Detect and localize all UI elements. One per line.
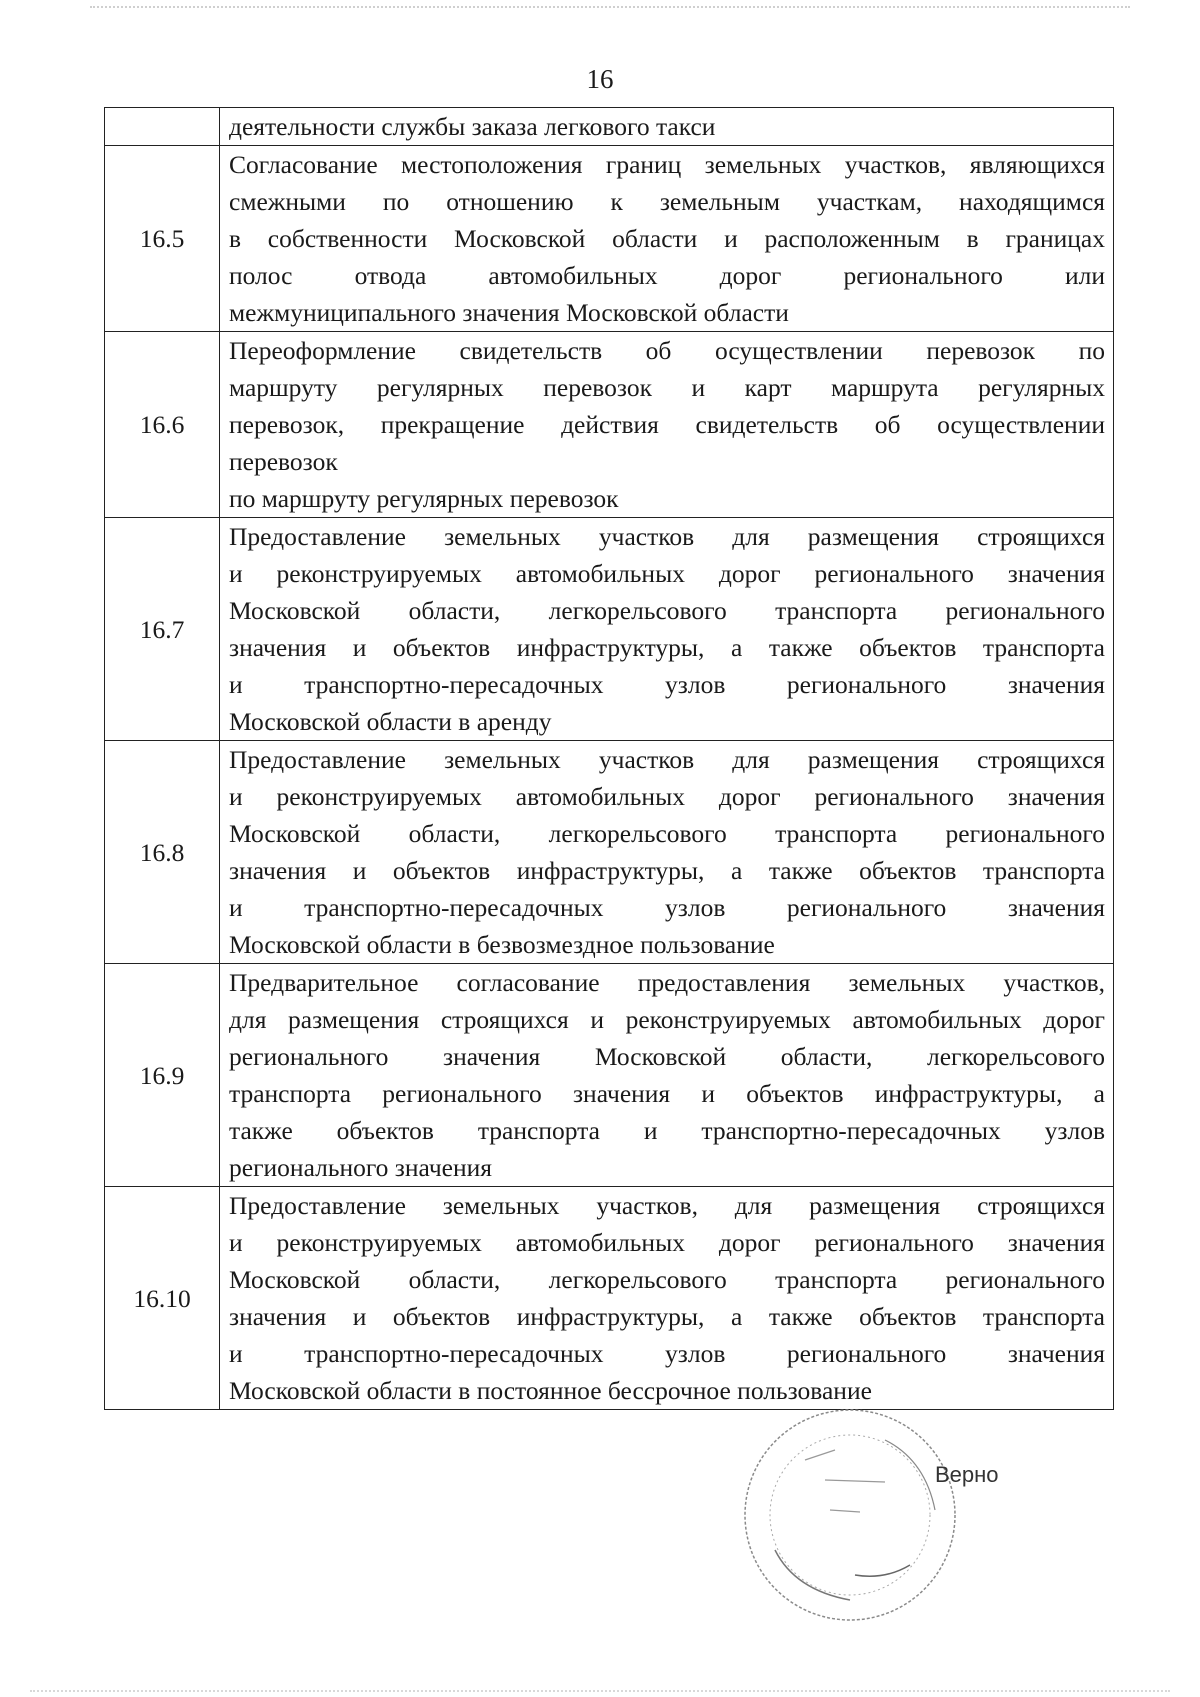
description-line: значения и объектов инфраструктуры, а также объектов транспорта — [229, 633, 1105, 662]
description-line: Московской области, легкорельсового транспорта регионального — [229, 1265, 1105, 1294]
row-number: 16.7 — [105, 518, 220, 741]
description-line: значения и объектов инфраструктуры, а также объектов транспорта — [229, 856, 1105, 885]
description-line: и реконструируемых автомобильных дорог регионального значения — [229, 782, 1105, 811]
official-seal-stamp — [735, 1400, 965, 1630]
table-row — [105, 108, 1114, 146]
description-line: и транспортно-пересадочных узлов регионального значения — [229, 670, 1105, 699]
scan-artifact-top — [90, 6, 1130, 10]
description-line: Московской области, легкорельсового транспорта регионального — [229, 596, 1105, 625]
service-description — [220, 741, 1114, 964]
description-line: по маршруту регулярных перевозок — [229, 484, 619, 513]
row-number: 16.6 — [105, 332, 220, 518]
description-line: транспорта регионального значения и объектов инфраструктуры, а — [229, 1079, 1105, 1108]
description-line: Предоставление земельных участков для размещения строящихся — [229, 522, 1105, 551]
description-line: перевозок — [229, 447, 338, 476]
description-line: Согласование местоположения границ земельных участков, являющихся — [229, 150, 1105, 179]
service-description — [220, 146, 1114, 332]
row-number: 16.5 — [105, 146, 220, 332]
description-line: маршруту регулярных перевозок и карт маршрута регулярных — [229, 373, 1105, 402]
table-row — [105, 1187, 1114, 1410]
row-number: 16.8 — [105, 741, 220, 964]
description-line: регионального значения — [229, 1153, 492, 1182]
service-description — [220, 964, 1114, 1187]
description-line: Предоставление земельных участков для размещения строящихся — [229, 745, 1105, 774]
description-line: в собственности Московской области и расположенным в границах — [229, 224, 1105, 253]
description-line: межмуниципального значения Московской области — [229, 298, 789, 327]
description-line: регионального значения Московской области, легкорельсового — [229, 1042, 1105, 1071]
row-number: 16.9 — [105, 964, 220, 1187]
description-line: для размещения строящихся и реконструируемых автомобильных дорог — [229, 1005, 1105, 1034]
description-line: полос отвода автомобильных дорог регионального или — [229, 261, 1105, 290]
description-line: перевозок, прекращение действия свидетельств об осуществлении — [229, 410, 1105, 439]
table-row — [105, 518, 1114, 741]
services-table-body — [105, 108, 1114, 1410]
description-line: Московской области в постоянное бессрочное пользование — [229, 1376, 872, 1405]
row-number: 16.10 — [105, 1187, 220, 1410]
description-line: и реконструируемых автомобильных дорог регионального значения — [229, 559, 1105, 588]
scan-artifact-bottom — [30, 1690, 1170, 1694]
page-number: 16 — [586, 64, 614, 94]
description-line: Московской области в безвозмездное пользование — [229, 930, 775, 959]
stamp-caption: Верно — [935, 1462, 999, 1487]
services-table — [104, 107, 1114, 1410]
description-line: также объектов транспорта и транспортно-пересадочных узлов — [229, 1116, 1105, 1145]
service-description — [220, 332, 1114, 518]
description-line: Московской области, легкорельсового транспорта регионального — [229, 819, 1105, 848]
description-line: Предварительное согласование предоставления земельных участков, — [229, 968, 1105, 997]
description-line: и транспортно-пересадочных узлов регионального значения — [229, 893, 1105, 922]
description-line: Переоформление свидетельств об осуществлении перевозок по — [229, 336, 1105, 365]
description-line: значения и объектов инфраструктуры, а также объектов транспорта — [229, 1302, 1105, 1331]
description-line: Московской области в аренду — [229, 707, 552, 736]
table-row — [105, 964, 1114, 1187]
table-row — [105, 146, 1114, 332]
service-description — [220, 108, 1114, 146]
description-line: деятельности службы заказа легкового такси — [229, 112, 716, 141]
service-description — [220, 518, 1114, 741]
description-line: смежными по отношению к земельным участкам, находящимся — [229, 187, 1105, 216]
row-number — [105, 108, 220, 146]
description-line: и реконструируемых автомобильных дорог регионального значения — [229, 1228, 1105, 1257]
table-row — [105, 332, 1114, 518]
description-line: и транспортно-пересадочных узлов регионального значения — [229, 1339, 1105, 1368]
service-description — [220, 1187, 1114, 1410]
table-row — [105, 741, 1114, 964]
description-line: Предоставление земельных участков, для размещения строящихся — [229, 1191, 1105, 1220]
